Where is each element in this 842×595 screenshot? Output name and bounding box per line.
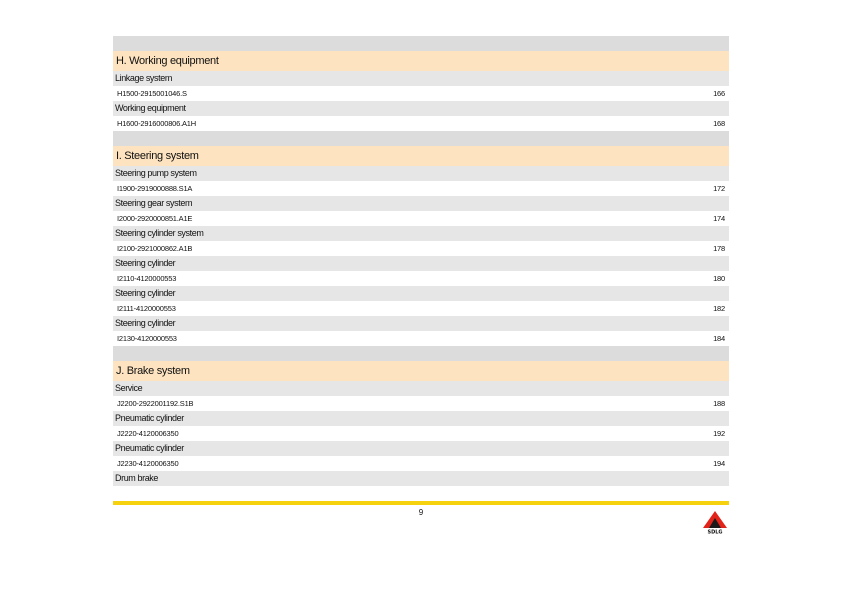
part-code: H1500-2915001046.S [117, 89, 187, 98]
toc-entry [113, 181, 729, 196]
toc-entry [113, 426, 729, 441]
sdlg-logo-icon [702, 510, 728, 534]
subsection-title: Pneumatic cylinder [113, 411, 729, 426]
subsection-title: Steering pump system [113, 166, 729, 181]
section-spacer [113, 36, 729, 51]
toc-entry [113, 86, 729, 101]
toc-entry [113, 211, 729, 226]
table-of-contents [113, 36, 729, 486]
part-code: J2220-4120006350 [117, 429, 179, 438]
page-reference: 188 [713, 399, 725, 408]
part-code: I2100-2921000862.A1B [117, 244, 193, 253]
part-code: J2230-4120006350 [117, 459, 179, 468]
section-heading: I. Steering system [113, 146, 729, 166]
subsection-title: Drum brake [113, 471, 729, 486]
section-heading: H. Working equipment [113, 51, 729, 71]
toc-entry [113, 331, 729, 346]
part-code: I2130-4120000553 [117, 334, 177, 343]
section-heading: J. Brake system [113, 361, 729, 381]
section-spacer [113, 131, 729, 146]
subsection-title: Service [113, 381, 729, 396]
toc-entry [113, 301, 729, 316]
toc-entry [113, 396, 729, 411]
svg-text:SDLG: SDLG [707, 529, 723, 534]
page-number: 9 [418, 508, 424, 517]
part-code: I1900-2919000888.S1A [117, 184, 193, 193]
subsection-title: Pneumatic cylinder [113, 441, 729, 456]
page-reference: 180 [713, 274, 725, 283]
subsection-title: Linkage system [113, 71, 729, 86]
page-reference: 182 [713, 304, 725, 313]
footer-bar [113, 501, 729, 505]
page-reference: 194 [713, 459, 725, 468]
section-spacer [113, 346, 729, 361]
page-reference: 174 [713, 214, 725, 223]
page-reference: 184 [713, 334, 725, 343]
toc-entry [113, 241, 729, 256]
toc-entry [113, 456, 729, 471]
page-reference: 178 [713, 244, 725, 253]
toc-entry [113, 116, 729, 131]
subsection-title: Steering cylinder system [113, 226, 729, 241]
subsection-title: Steering cylinder [113, 286, 729, 301]
page-reference: 166 [713, 89, 725, 98]
page-reference: 172 [713, 184, 725, 193]
subsection-title: Steering gear system [113, 196, 729, 211]
part-code: H1600-2916000806.A1H [117, 119, 196, 128]
toc-entry [113, 271, 729, 286]
subsection-title: Working equipment [113, 101, 729, 116]
subsection-title: Steering cylinder [113, 256, 729, 271]
part-code: I2111-4120000553 [117, 304, 176, 313]
part-code: I2000-2920000851.A1E [117, 214, 193, 223]
page-reference: 192 [713, 429, 725, 438]
subsection-title: Steering cylinder [113, 316, 729, 331]
part-code: I2110-4120000553 [117, 274, 177, 283]
part-code: J2200-2922001192.S1B [117, 399, 194, 408]
page-reference: 168 [713, 119, 725, 128]
